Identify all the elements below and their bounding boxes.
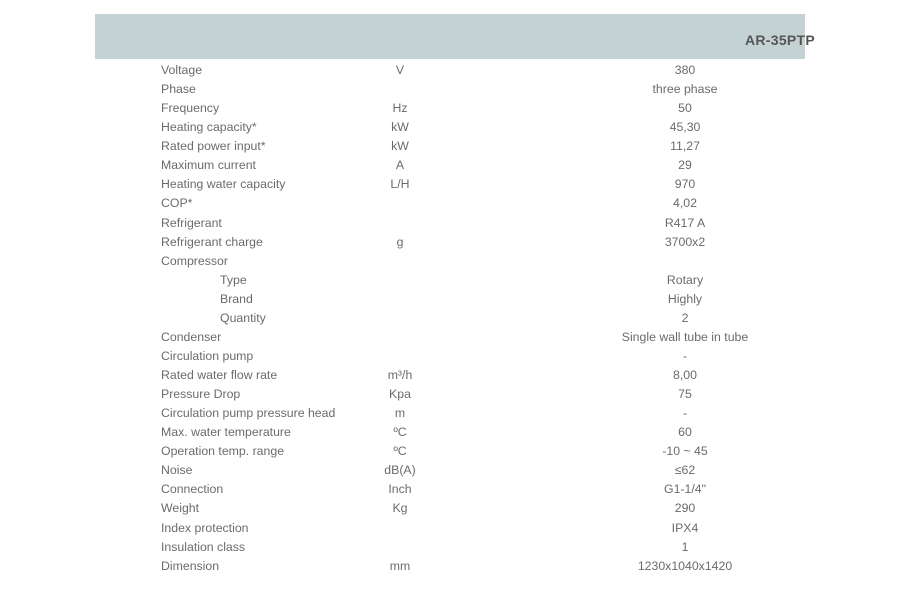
spec-label: Max. water temperature: [161, 425, 291, 440]
spec-value: IPX4: [671, 520, 699, 535]
spec-unit: L/H: [390, 177, 410, 192]
spec-unit: V: [395, 63, 405, 77]
spec-label: Refrigerant: [161, 215, 222, 230]
table-row: [0, 347, 900, 366]
spec-label: Frequency: [161, 101, 220, 116]
spec-value: 60: [678, 425, 692, 440]
spec-label: Rated water flow rate: [161, 368, 278, 382]
spec-label: Type: [220, 272, 247, 287]
spec-label: Voltage: [161, 63, 203, 77]
table-row: [0, 233, 900, 252]
spec-value: -10 ~ 45: [662, 444, 708, 459]
spec-label: Noise: [161, 463, 193, 478]
spec-label: Pressure Drop: [161, 387, 241, 402]
spec-label: Condenser: [161, 329, 222, 344]
table-row: [0, 252, 900, 271]
table-row: [0, 404, 900, 423]
table-row: [0, 538, 900, 557]
spec-label: Connection: [161, 482, 224, 497]
spec-value: three phase: [652, 82, 718, 97]
spec-value: Rotary: [666, 272, 704, 287]
spec-unit: Inch: [388, 482, 412, 497]
spec-unit: m: [394, 406, 406, 421]
table-row: [0, 214, 900, 233]
spec-label: Compressor: [161, 253, 228, 268]
spec-unit: kW: [391, 120, 409, 135]
spec-value: 8,00: [673, 368, 697, 382]
spec-value: 1230x1040x1420: [637, 558, 733, 573]
table-row: [0, 290, 900, 309]
model-name: AR-35PTP: [744, 32, 816, 48]
spec-label: Circulation pump: [161, 348, 254, 363]
spec-label: Operation temp. range: [161, 444, 285, 459]
spec-unit: ºC: [393, 444, 407, 459]
spec-value: 75: [678, 387, 692, 402]
spec-value: 45,30: [669, 120, 701, 135]
spec-label: Phase: [161, 82, 196, 97]
table-row: [0, 480, 900, 499]
table-row: [0, 423, 900, 442]
spec-unit: Hz: [392, 101, 408, 116]
spec-unit: mm: [389, 558, 411, 573]
spec-value: 50: [678, 101, 692, 116]
spec-label: Maximum current: [161, 158, 256, 173]
spec-value: -: [682, 406, 688, 421]
table-row: [0, 175, 900, 194]
spec-unit: Kpa: [389, 387, 411, 402]
spec-unit: kW: [391, 139, 409, 154]
spec-value: G1-1/4": [664, 482, 706, 497]
spec-value: 4,02: [673, 196, 697, 211]
table-row: [0, 194, 900, 213]
spec-unit: A: [395, 158, 405, 173]
spec-value: 380: [674, 63, 696, 77]
spec-label: COP*: [161, 196, 193, 211]
spec-value: 1: [681, 539, 689, 554]
spec-unit: m³/h: [387, 368, 413, 382]
spec-value: 11,27: [670, 139, 700, 154]
spec-table: [0, 61, 900, 576]
table-row: [0, 156, 900, 175]
spec-label: Quantity: [220, 310, 266, 325]
spec-unit: g: [396, 234, 404, 249]
spec-label: Insulation class: [161, 539, 246, 554]
table-row: [0, 80, 900, 99]
table-row: [0, 271, 900, 290]
table-row: [0, 366, 900, 385]
spec-value: ≤62: [674, 463, 696, 478]
table-header: [95, 14, 816, 59]
table-row: [0, 137, 900, 156]
spec-label: Heating capacity*: [161, 120, 257, 135]
spec-label: Refrigerant charge: [161, 234, 263, 249]
spec-value: 970: [674, 177, 696, 192]
table-row: [0, 118, 900, 137]
table-row: [0, 461, 900, 480]
spec-value: Highly: [667, 291, 703, 306]
table-row: [0, 61, 900, 80]
spec-label: Circulation pump pressure head: [161, 406, 336, 421]
table-row: [0, 309, 900, 328]
spec-value: Single wall tube in tube: [621, 329, 749, 344]
table-row: [0, 519, 900, 538]
table-row: [0, 557, 900, 576]
spec-value: 3700x2: [664, 234, 706, 249]
spec-label: Weight: [161, 501, 200, 516]
spec-unit: Kg: [392, 501, 408, 516]
spec-value: 2: [681, 310, 689, 325]
spec-unit: dB(A): [384, 463, 416, 478]
table-row: [0, 99, 900, 118]
spec-value: -: [682, 348, 688, 363]
spec-label: Rated power input*: [161, 139, 266, 154]
spec-label: Index protection: [161, 520, 249, 535]
spec-value: 290: [674, 501, 696, 516]
spec-label: Dimension: [161, 558, 220, 573]
table-row: [0, 385, 900, 404]
table-row: [0, 499, 900, 518]
table-row: [0, 328, 900, 347]
table-row: [0, 442, 900, 461]
spec-label: Brand: [220, 291, 253, 306]
spec-label: Heating water capacity: [161, 177, 286, 192]
spec-value: R417 A: [664, 215, 706, 230]
spec-unit: ºC: [393, 425, 407, 440]
spec-value: 29: [678, 158, 692, 173]
